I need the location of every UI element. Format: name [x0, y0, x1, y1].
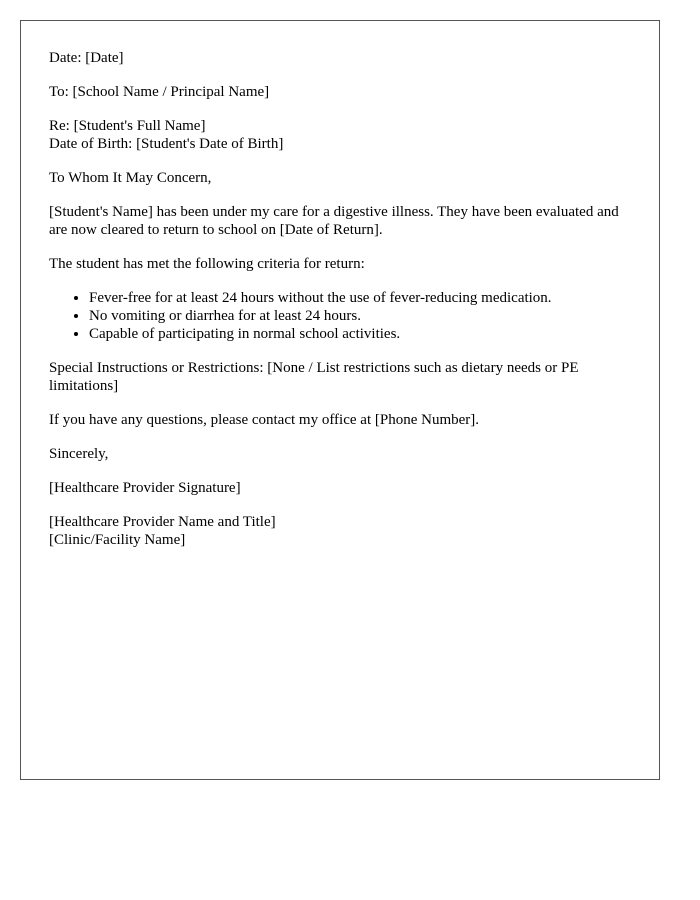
student-name-line: Re: [Student's Full Name]	[49, 118, 206, 134]
provider-block	[49, 513, 631, 549]
recipient-line: To: [School Name / Principal Name]	[49, 84, 270, 100]
signature-placeholder: [Healthcare Provider Signature]	[49, 480, 241, 496]
contact-paragraph: If you have any questions, please contact my office at [Phone Number].	[49, 412, 480, 428]
date-of-birth-line: Date of Birth: [Student's Date of Birth]	[49, 136, 284, 152]
date-line: Date: [Date]	[49, 50, 124, 66]
salutation: To Whom It May Concern,	[49, 170, 212, 186]
criteria-item: • Fever-free for at least 24 hours without the use of fever-reducing medication.	[89, 289, 631, 307]
criteria-intro: The student has met the following criteria for return:	[49, 256, 365, 272]
criteria-item: • Capable of participating in normal school activities.	[89, 325, 631, 343]
provider-name-title: [Healthcare Provider Name and Title]	[49, 514, 276, 530]
facility-name: [Clinic/Facility Name]	[49, 532, 186, 548]
reference-block	[49, 117, 631, 153]
criteria-list	[49, 289, 631, 343]
letter-page	[20, 20, 660, 780]
intro-paragraph: [Student's Name] has been under my care for a digestive illness. They have been evaluated and are now cleared to return to school on [Date of Return].	[49, 204, 619, 238]
closing: Sincerely,	[49, 446, 109, 462]
criteria-item: • No vomiting or diarrhea for at least 24 hours.	[89, 307, 631, 325]
special-instructions: Special Instructions or Restrictions: [None / List restrictions such as dietary needs or PE limitations]	[49, 360, 579, 394]
